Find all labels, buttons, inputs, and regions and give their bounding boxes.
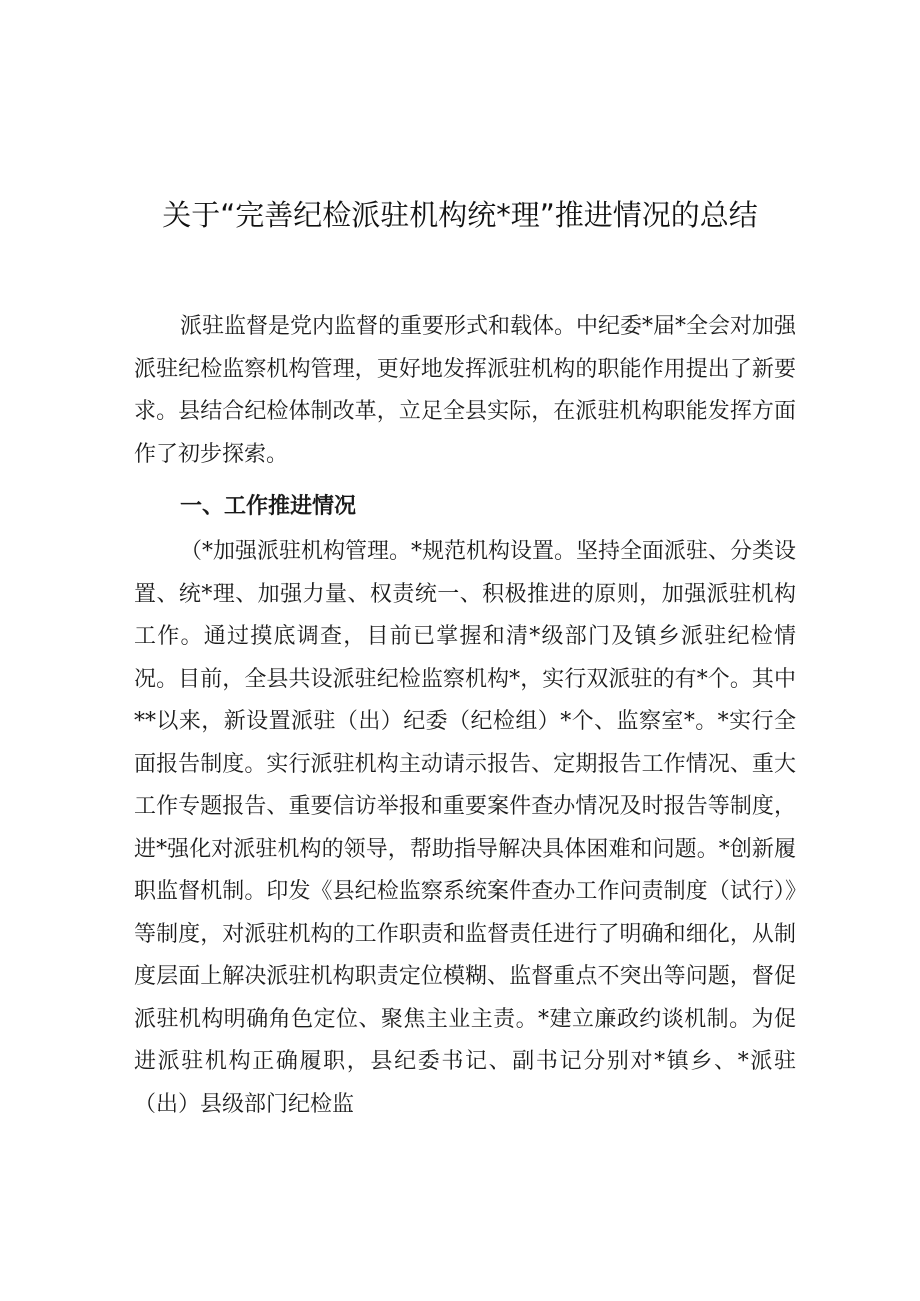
section-heading: 一、工作推进情况 — [180, 493, 357, 519]
section-paragraph: （*加强派驻机构管理。*规范机构设置。坚持全面派驻、分类设置、统*理、加强力量、权责统一、积极推进的原则，加强派驻机构工作。通过摸底调查，目前已掌握和清*级部门及镇乡派驻纪检情况。目前，全县共设派驻纪检监察机构*，实行双派驻的有*个。其中**以来，新设置派驻（出）纪委（纪检组）*个、监察室*。*实行全面报告制度。实行派驻机构主动请示报告、定期报告工作情况、重大工作专题报告、重要信访举报和重要案件查办情况及时报告等制度，进*强化对派驻机构的领导，帮助指导解决具体困难和问题。*创新履职监督机制。印发《县纪检监察系统案件查办工作问责制度（试行）》等制度，对派驻机构的工作职责和监督责任进行了明确和细化，从制度层面上解决派驻机构职责定位模糊、监督重点不突出等问题，督促派驻机构明确角色定位、聚焦主业主责。*建立廉政约谈机制。为促进派驻机构正确履职，县纪委书记、副书记分别对*镇乡、*派驻（出）县级部门纪检监 — [134, 539, 797, 1117]
document-title: 关于“完善纪检派驻机构统*理”推进情况的总结 — [162, 198, 758, 232]
intro-paragraph: 派驻监督是党内监督的重要形式和载体。中纪委*届*全会对加强派驻纪检监察机构管理，更好地发挥派驻机构的职能作用提出了新要求。县结合纪检体制改革，立足全县实际，在派驻机构职能发挥方面作了初步探索。 — [134, 314, 797, 467]
